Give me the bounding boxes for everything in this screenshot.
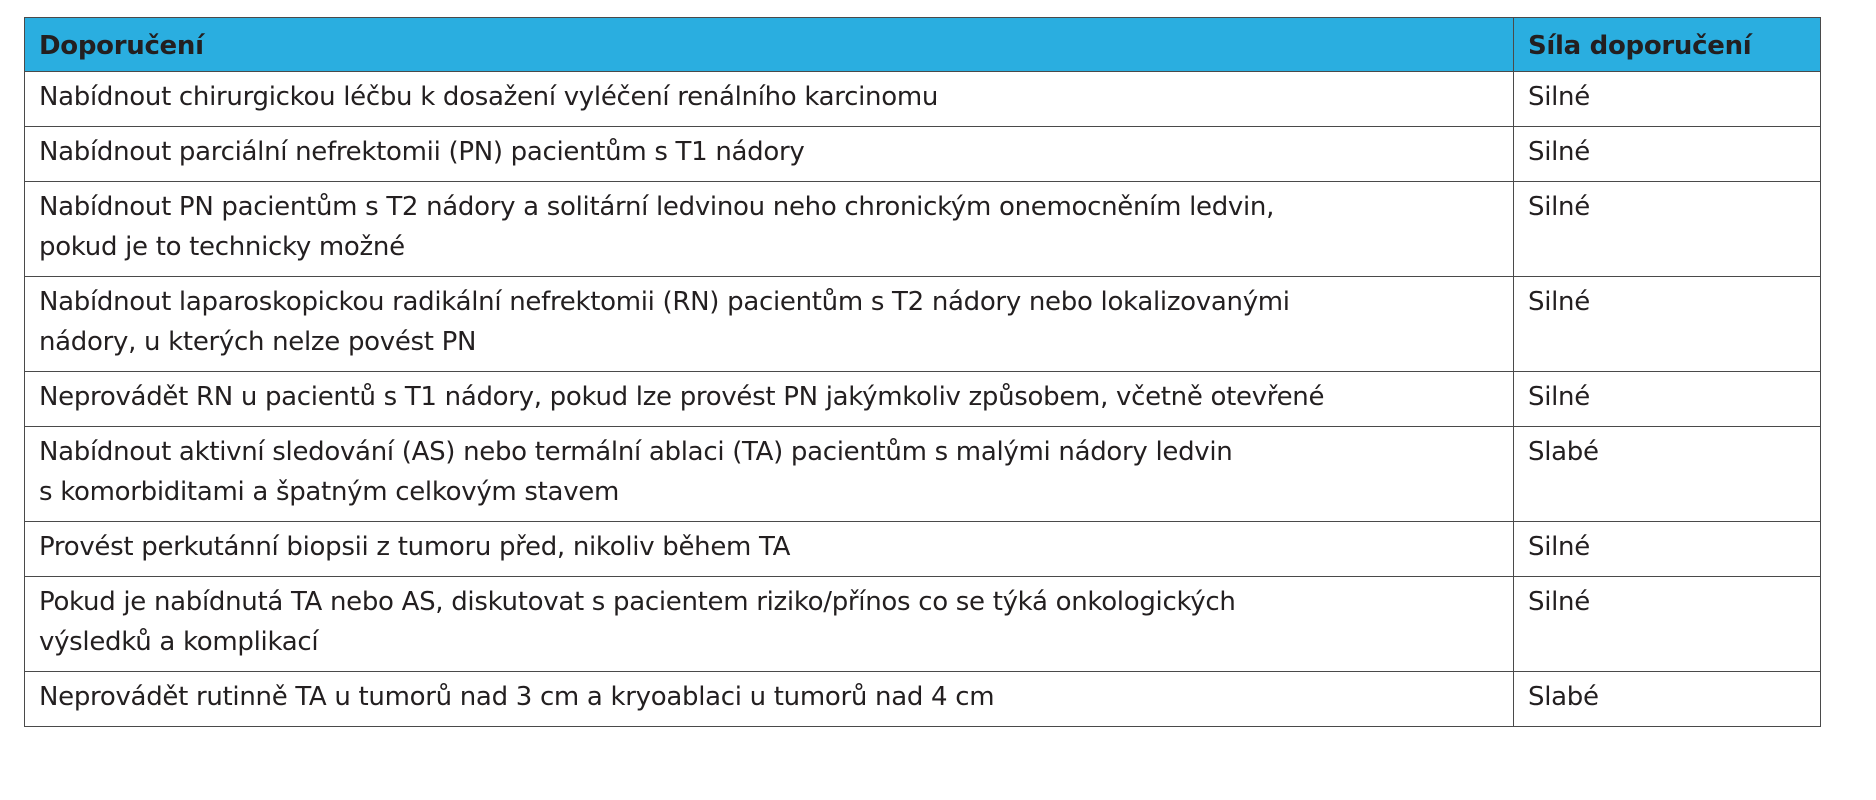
recommendation-cell (25, 277, 1514, 372)
recommendation-line: Nabídnout PN pacientům s T2 nádory a solitární ledvinou neho chronickým onemocněním ledvin, (39, 192, 1275, 222)
recommendation-line: s komorbiditami a špatným celkovým stavem (39, 477, 620, 507)
recommendations-table-container (24, 17, 1820, 727)
header-recommendation: Doporučení (25, 18, 1514, 72)
strength-cell: Silné (1514, 182, 1821, 277)
table-row (25, 672, 1821, 727)
recommendation-cell: Neprovádět rutinně TA u tumorů nad 3 cm a kryoablaci u tumorů nad 4 cm (25, 672, 1514, 727)
recommendation-cell (25, 577, 1514, 672)
recommendation-line: pokud je to technicky možné (39, 232, 405, 262)
strength-cell: Slabé (1514, 672, 1821, 727)
strength-cell: Slabé (1514, 427, 1821, 522)
recommendation-line: výsledků a komplikací (39, 627, 319, 657)
strength-cell: Silné (1514, 577, 1821, 672)
recommendations-table (24, 17, 1821, 727)
table-row (25, 577, 1821, 672)
table-header-row (25, 18, 1821, 72)
recommendation-cell: Provést perkutánní biopsii z tumoru před, nikoliv během TA (25, 522, 1514, 577)
recommendation-cell (25, 427, 1514, 522)
recommendation-cell: Nabídnout parciální nefrektomii (PN) pacientům s T1 nádory (25, 127, 1514, 182)
strength-cell: Silné (1514, 127, 1821, 182)
table-row (25, 127, 1821, 182)
header-strength: Síla doporučení (1514, 18, 1821, 72)
table-row (25, 427, 1821, 522)
table-row (25, 72, 1821, 127)
table-row (25, 277, 1821, 372)
strength-cell: Silné (1514, 372, 1821, 427)
table-row (25, 372, 1821, 427)
recommendation-line: Nabídnout laparoskopickou radikální nefrektomii (RN) pacientům s T2 nádory nebo lokalizovanými (39, 287, 1290, 317)
recommendation-line: Nabídnout aktivní sledování (AS) nebo termální ablaci (TA) pacientům s malými nádory ledvin (39, 437, 1233, 467)
strength-cell: Silné (1514, 522, 1821, 577)
recommendation-cell (25, 182, 1514, 277)
strength-cell: Silné (1514, 72, 1821, 127)
table-row (25, 522, 1821, 577)
recommendation-cell: Nabídnout chirurgickou léčbu k dosažení vyléčení renálního karcinomu (25, 72, 1514, 127)
recommendation-cell: Neprovádět RN u pacientů s T1 nádory, pokud lze provést PN jakýmkoliv způsobem, včetně otevřené (25, 372, 1514, 427)
recommendation-line: Pokud je nabídnutá TA nebo AS, diskutovat s pacientem riziko/přínos co se týká onkologických (39, 587, 1236, 617)
strength-cell: Silné (1514, 277, 1821, 372)
recommendation-line: nádory, u kterých nelze povést PN (39, 327, 477, 357)
table-row (25, 182, 1821, 277)
